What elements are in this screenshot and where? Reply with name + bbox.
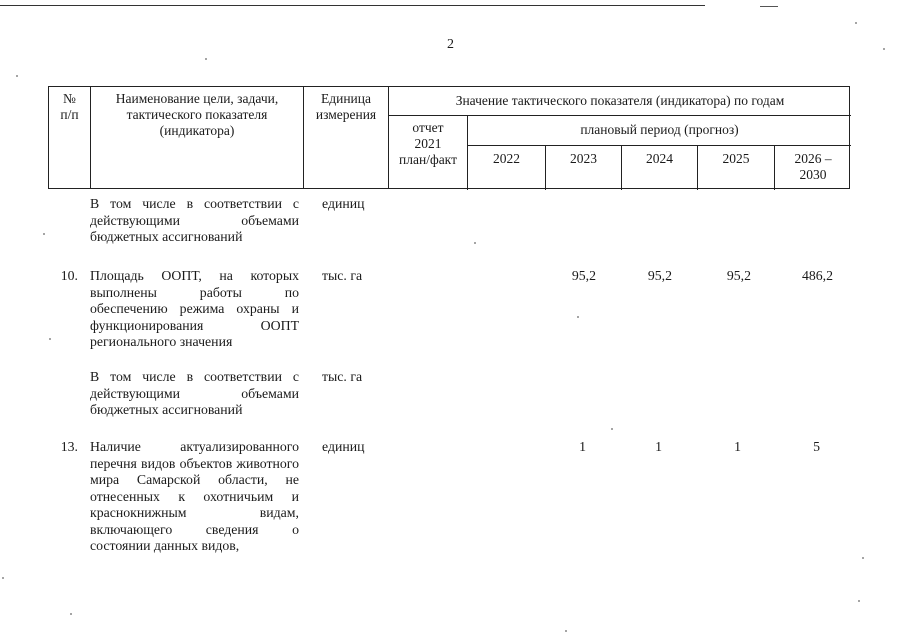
header-report: отчет 2021 план/факт — [399, 120, 457, 167]
row-name: В том числе в соответствии с действующими объемами бюджетных ассигнований — [90, 369, 299, 417]
scan-speck — [611, 428, 613, 430]
header-num: № п/п — [60, 91, 79, 122]
row-value-2023: 95,2 — [571, 268, 596, 283]
scan-speck — [205, 58, 207, 60]
scan-speck — [474, 242, 476, 244]
row-unit: тыс. га — [322, 268, 363, 283]
divider — [90, 87, 91, 188]
row-value-2024: 95,2 — [647, 268, 672, 283]
table-header — [48, 86, 850, 189]
scan-speck — [577, 316, 579, 318]
row-unit: тыс. га — [322, 369, 363, 384]
scan-speck — [883, 48, 885, 50]
row-value-2023: 1 — [579, 439, 586, 454]
header-year: 2026 – 2030 — [794, 151, 832, 182]
scan-speck — [858, 600, 860, 602]
row-unit: единиц — [322, 439, 365, 454]
scan-speck — [2, 577, 4, 579]
divider — [467, 145, 851, 146]
row-unit: единиц — [322, 196, 365, 211]
row-value-2024: 1 — [655, 439, 662, 454]
header-year: 2025 — [722, 151, 750, 166]
divider — [303, 87, 304, 188]
header-values: Значение тактического показателя (индикатора) по годам — [455, 93, 785, 108]
row-value-2025: 1 — [734, 439, 741, 454]
page-number: 2 — [447, 37, 454, 52]
top-rule-fragment — [760, 6, 778, 7]
row-index: 13. — [60, 439, 78, 454]
scan-speck — [862, 557, 864, 559]
scan-speck — [49, 338, 51, 340]
header-year: 2024 — [646, 151, 673, 166]
row-index: 10. — [60, 268, 78, 283]
top-rule — [0, 5, 705, 6]
divider — [388, 115, 851, 116]
header-name: Наименование цели, задачи, тактического показателя (индикатора) — [115, 91, 279, 138]
scan-speck — [855, 22, 857, 24]
header-plan: плановый период (прогноз) — [580, 122, 739, 137]
row-value-2026-2030: 486,2 — [801, 268, 833, 283]
row-name: Площадь ООПТ, на которых выполнены работы по обеспечению режима охраны и функционирования ООПТ регионального значения — [90, 268, 299, 349]
scan-speck — [565, 630, 567, 632]
row-name: Наличие актуализированного перечня видов объектов животного мира Самарской области, не отнесенных к охотничьим и краснокнижным видам, включающего сведения о состоянии данных видов, — [90, 439, 299, 553]
header-year: 2023 — [570, 151, 597, 166]
scan-speck — [70, 613, 72, 615]
scan-speck — [16, 75, 18, 77]
row-value-2025: 95,2 — [726, 268, 751, 283]
row-name: В том числе в соответствии с действующими объемами бюджетных ассигнований — [90, 196, 299, 244]
scan-speck — [43, 233, 45, 235]
header-unit: Единица измерения — [315, 91, 377, 122]
row-value-2026-2030: 5 — [813, 439, 820, 454]
header-year: 2022 — [493, 151, 520, 166]
